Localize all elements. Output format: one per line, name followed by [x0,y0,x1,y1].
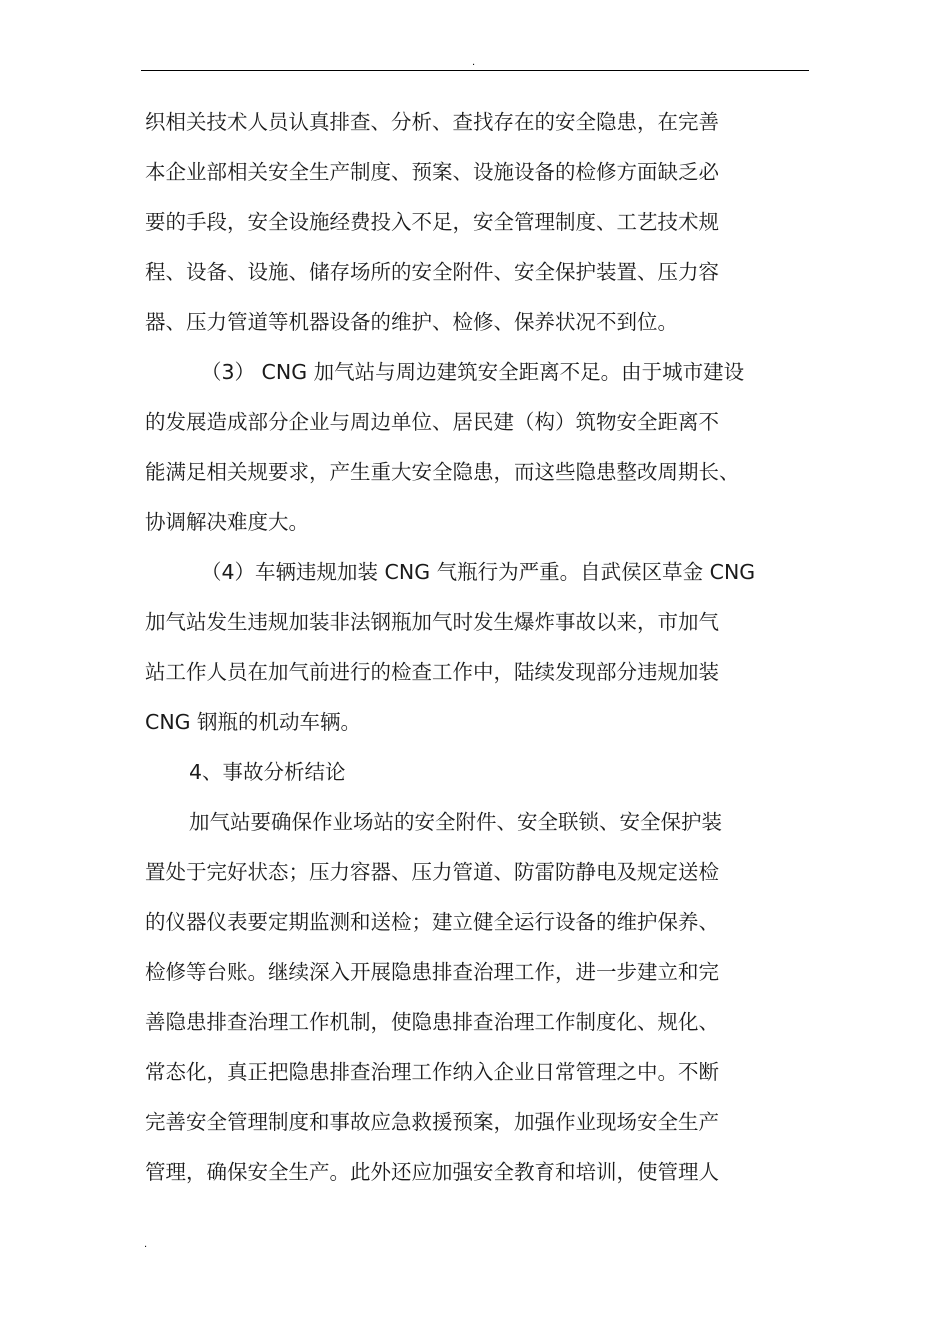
text-line: 的发展造成部分企业与周边单位、居民建（构）筑物安全距离不 [145,410,719,434]
text-line: 检修等台账。继续深入开展隐患排查治理工作，进一步建立和完 [145,960,719,984]
text-line: 完善安全管理制度和事故应急救援预案，加强作业现场安全生产 [145,1110,719,1134]
document-body [145,97,813,1197]
text-line: 站工作人员在加气前进行的检查工作中，陆续发现部分违规加装 [145,660,719,684]
text-line: 织相关技术人员认真排查、分析、查找存在的安全隐患，在完善 [145,110,719,134]
text-line: 能满足相关规要求，产生重大安全隐患，而这些隐患整改周期长、 [145,460,740,484]
text-line: 置处于完好状态；压力容器、压力管道、防雷防静电及规定送检 [145,860,719,884]
text-line: 善隐患排查治理工作机制，使隐患排查治理工作制度化、规化、 [145,1010,719,1034]
text-line: 的仪器仪表要定期监测和送检；建立健全运行设备的维护保养、 [145,910,719,934]
text-line: 常态化，真正把隐患排查治理工作纳入企业日常管理之中。不断 [145,1060,719,1084]
text-line: 要的手段，安全设施经费投入不足，安全管理制度、工艺技术规 [145,210,719,234]
header-mark: . [472,57,476,68]
text-line: 加气站发生违规加装非法钢瓶加气时发生爆炸事故以来，市加气 [145,610,719,634]
text-line: 程、设备、设施、储存场所的安全附件、安全保护装置、压力容 [145,260,719,284]
text-line: 器、压力管道等机器设备的维护、检修、保养状况不到位。 [145,310,678,334]
paragraph-3-start: （3） CNG 加气站与周边建筑安全距离不足。由于城市建设 [201,360,745,384]
footer-mark: . [144,1239,148,1250]
text-line: 管理，确保安全生产。此外还应加强安全教育和培训，使管理人 [145,1160,719,1184]
text-line: CNG 钢瓶的机动车辆。 [145,710,362,734]
text-line: 协调解决难度大。 [145,510,309,534]
header-rule [141,70,809,71]
section-heading: 4、事故分析结论 [189,760,346,784]
text-line: 本企业部相关安全生产制度、预案、设施设备的检修方面缺乏必 [145,160,719,184]
paragraph-4-start: （4）车辆违规加装 CNG 气瓶行为严重。自武侯区草金 CNG [201,560,756,584]
paragraph-conclusion-start: 加气站要确保作业场站的安全附件、安全联锁、安全保护装 [189,810,722,834]
